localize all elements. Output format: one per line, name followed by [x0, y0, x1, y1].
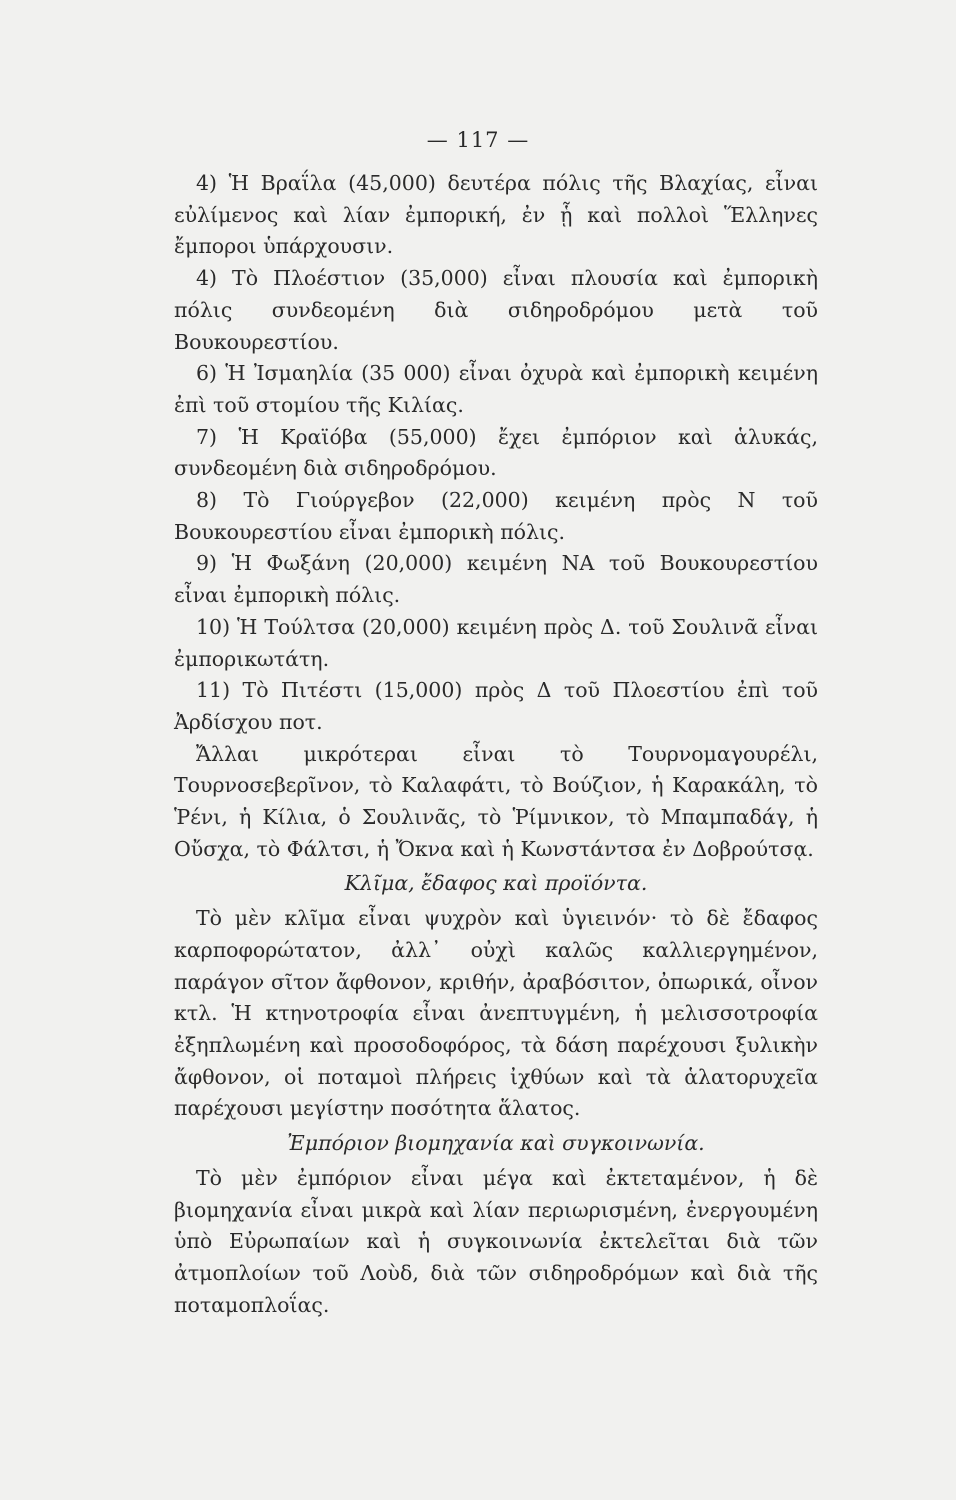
body-text [174, 168, 818, 1321]
paragraph-focsani: 9) Ἡ Φωξάνη (20,000) κειμένη ΝΑ τοῦ Βουκουρεστίου εἶναι ἐμπορικὴ πόλις. [174, 551, 818, 608]
paragraph-ismail: 6) Ἡ Ἰσμαηλία (35 000) εἶναι ὀχυρὰ καὶ ἐμπορικὴ κειμένη ἐπὶ τοῦ στομίου τῆς Κιλίας. [174, 361, 818, 417]
paragraph-climate: Τὸ μὲν κλῖμα εἶναι ψυχρὸν καὶ ὑγιεινόν· τὸ δὲ ἔδαφος καρποφορώτατον, ἀλλ᾽ οὐχὶ καλῶς καλλιεργημένον, παράγον σῖτον ἄφθονον, κριθήν, ἀραβόσιτον, ὀπωρικά, οἶνον κτλ. Ἡ κτηνοτροφία εἶναι ἀνεπτυγμένη, ἡ μελισσοτροφία ἐξηπλωμένη καὶ προσοδοφόρος, τὰ δάση παρέχουσι ξυλικὴν ἄφθονον, οἱ ποταμοὶ πλήρεις ἰχθύων καὶ τὰ ἁλατορυχεῖα παρέχουσι μεγίστην ποσότητα ἅλατος. [174, 906, 818, 1121]
paragraph-craiova: 7) Ἡ Κραϊόβα (55,000) ἔχει ἐμπόριον καὶ ἁλυκάς, συνδεομένη διὰ σιδηροδρόμου. [174, 424, 818, 481]
paragraph-giurgiu: 8) Τὸ Γιούργεβον (22,000) κειμένη πρὸς Ν τοῦ Βουκουρεστίου εἶναι ἐμπορικὴ πόλις. [174, 488, 818, 544]
heading-climate: Κλῖμα, ἔδαφος καὶ προϊόντα. [344, 871, 648, 896]
paragraph-ploesti: 4) Τὸ Πλοέστιον (35,000) εἶναι πλουσία καὶ ἐμπορικὴ πόλις συνδεομένη διὰ σιδηροδρόμου μετὰ τοῦ Βουκουρεστίου. [174, 266, 818, 354]
heading-commerce: Ἐμπόριον βιομηχανία καὶ συγκοινωνία. [287, 1131, 705, 1156]
paragraph-commerce: Τὸ μὲν ἐμπόριον εἶναι μέγα καὶ ἐκτεταμένον, ἡ δὲ βιομηχανία εἶναι μικρὰ καὶ λίαν περιωρισμένη, ἐνεργουμένη ὑπὸ Εὐρωπαίων καὶ ἡ συγκοινωνία ἐκτελεῖται διὰ τῶν ἀτμοπλοίων τοῦ Λοὺδ, διὰ τῶν σιδηροδρόμων καὶ διὰ τῆς ποταμοπλοΐας. [174, 1165, 818, 1317]
paragraph-other-cities: Ἄλλαι μικρότεραι εἶναι τὸ Τουρνομαγουρέλι, Τουρνοσεβερῖνον, τὸ Καλαφάτι, τὸ Βούζιον, ἡ Καρακάλη, τὸ Ῥένι, ἡ Κίλια, ὁ Σουλινᾶς, τὸ Ῥίμνικον, τὸ Μπαμπαδάγ, ἡ Οὔσχα, τὸ Φάλτσι, ἡ Ὄκνα καὶ ἡ Κωνστάντσα ἐν Δοβρούτσᾳ. [174, 741, 818, 861]
page-number: — 117 — [426, 128, 530, 152]
paragraph-pitesti: 11) Τὸ Πιτέστι (15,000) πρὸς Δ τοῦ Πλοεστίου ἐπὶ τοῦ Ἀρδίσχου ποτ. [174, 678, 818, 734]
paragraph-braila: 4) Ἡ Βραΐλα (45,000) δευτέρα πόλις τῆς Βλαχίας, εἶναι εὐλίμενος καὶ λίαν ἐμπορική, ἐν ᾗ καὶ πολλοὶ Ἕλληνες ἔμποροι ὑπάρχουσιν. [174, 171, 818, 259]
paragraph-tulcea: 10) Ἡ Τούλτσα (20,000) κειμένη πρὸς Δ. τοῦ Σουλινᾶ εἶναι ἐμπορικωτάτη. [174, 614, 818, 671]
